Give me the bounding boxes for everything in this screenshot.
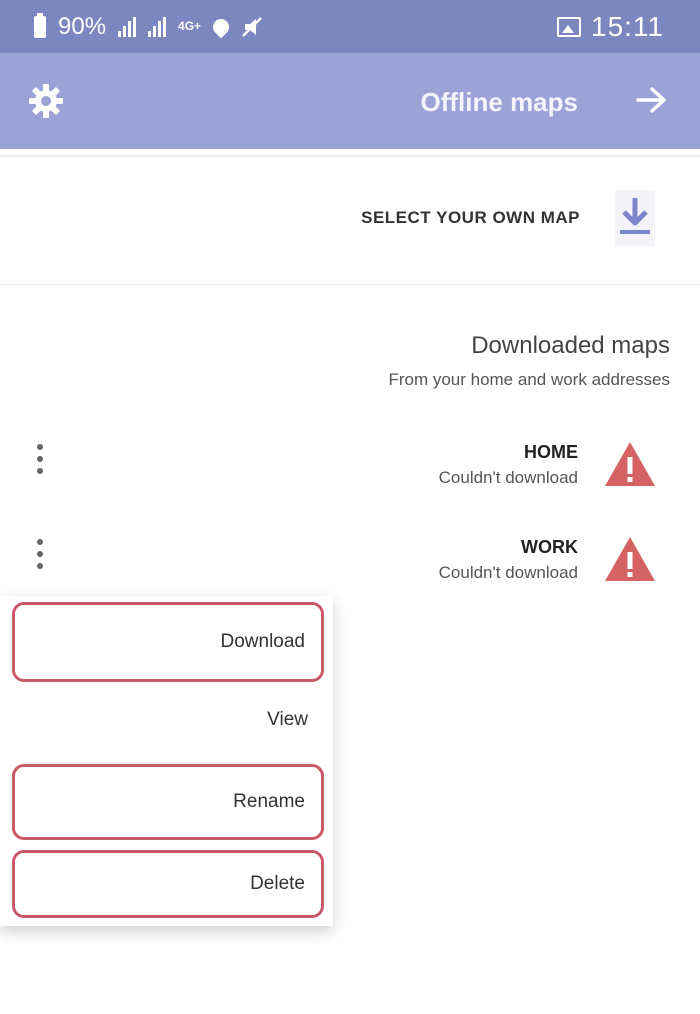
- menu-item-delete[interactable]: [12, 850, 324, 918]
- map-status: Couldn't download: [438, 468, 578, 487]
- signal-icon: [118, 17, 136, 37]
- map-status: Couldn't download: [438, 563, 578, 582]
- mute-icon: [241, 16, 263, 38]
- signal-icon-2: [148, 17, 166, 37]
- more-vert-icon[interactable]: [30, 444, 50, 478]
- status-time: 15:11: [591, 10, 664, 42]
- menu-item-view[interactable]: [12, 684, 324, 756]
- map-row-home[interactable]: [0, 420, 700, 510]
- select-own-map-row[interactable]: [0, 160, 700, 282]
- menu-item-label: Download: [220, 631, 305, 652]
- gear-icon[interactable]: [28, 83, 64, 119]
- warning-icon: [600, 436, 660, 492]
- network-type: 4G+: [178, 19, 202, 33]
- more-vert-icon[interactable]: [30, 539, 50, 573]
- divider: [0, 284, 700, 285]
- context-menu: [0, 596, 333, 926]
- menu-item-label: View: [267, 709, 308, 730]
- battery-level: 90%: [58, 12, 107, 40]
- image-icon: [557, 17, 581, 37]
- map-row-work[interactable]: [0, 515, 700, 605]
- location-icon: [210, 15, 233, 38]
- page-title: Offline maps: [420, 87, 578, 117]
- map-name: HOME: [524, 442, 578, 462]
- map-name: WORK: [521, 537, 578, 557]
- battery-icon: [34, 16, 46, 38]
- warning-icon: [600, 531, 660, 587]
- menu-item-rename[interactable]: [12, 764, 324, 840]
- menu-item-download[interactable]: [12, 602, 324, 682]
- status-bar: [0, 0, 700, 53]
- divider: [0, 155, 700, 157]
- arrow-back-icon[interactable]: [634, 85, 668, 115]
- section-title: Downloaded maps: [471, 332, 670, 359]
- select-own-map-label: SELECT YOUR OWN MAP: [361, 208, 580, 227]
- menu-item-label: Rename: [233, 791, 305, 812]
- status-left: [34, 13, 263, 41]
- status-right: [557, 11, 664, 43]
- menu-item-label: Delete: [250, 873, 305, 894]
- download-icon: [610, 190, 660, 246]
- app-bar: [0, 53, 700, 149]
- section-subtitle: From your home and work addresses: [388, 370, 670, 389]
